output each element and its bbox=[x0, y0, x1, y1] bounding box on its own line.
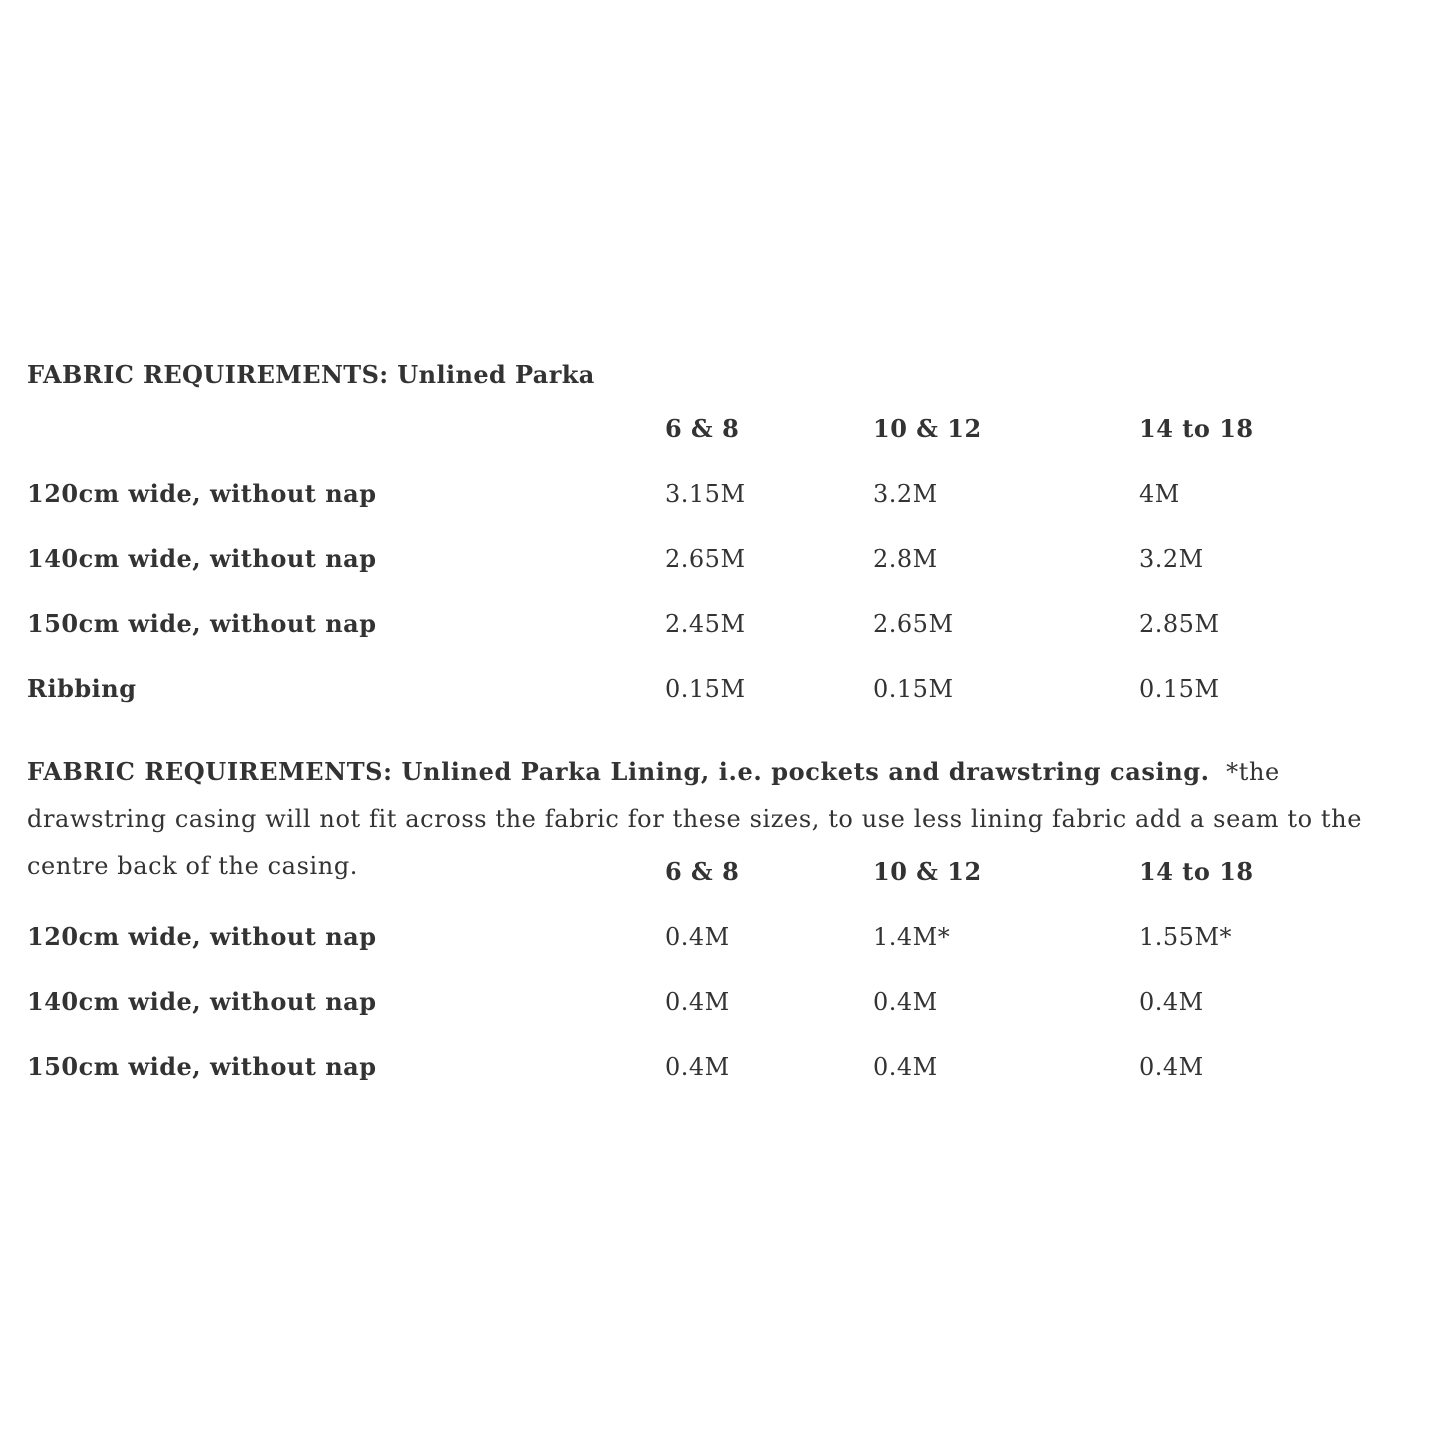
size-column-header: 6 & 8 bbox=[665, 414, 740, 443]
size-column-header: 10 & 12 bbox=[873, 414, 982, 443]
cell-value: 2.45M bbox=[665, 610, 746, 638]
row-label: 140cm wide, without nap bbox=[27, 544, 377, 573]
cell-value: 2.65M bbox=[665, 545, 746, 573]
cell-value: 0.4M bbox=[1139, 1053, 1204, 1081]
section-1-header-row bbox=[0, 412, 1445, 446]
table-row bbox=[0, 1050, 1445, 1084]
row-label: 120cm wide, without nap bbox=[27, 922, 377, 951]
table-row bbox=[0, 672, 1445, 706]
cell-value: 0.4M bbox=[1139, 988, 1204, 1016]
size-column-header: 10 & 12 bbox=[873, 857, 982, 886]
section-2-title-bold: FABRIC REQUIREMENTS: Unlined Parka Lining, i.e. pockets and drawstring casing. bbox=[27, 757, 1210, 786]
cell-value: 0.4M bbox=[873, 988, 938, 1016]
cell-value: 2.85M bbox=[1139, 610, 1220, 638]
size-column-header: 14 to 18 bbox=[1139, 414, 1254, 443]
row-label: Ribbing bbox=[27, 674, 137, 703]
section-1-title: FABRIC REQUIREMENTS: Unlined Parka bbox=[27, 360, 595, 389]
cell-value: 1.55M* bbox=[1139, 923, 1233, 951]
cell-value: 3.2M bbox=[873, 480, 938, 508]
cell-value: 0.15M bbox=[873, 675, 954, 703]
cell-value: 3.15M bbox=[665, 480, 746, 508]
table-row bbox=[0, 920, 1445, 954]
section-2-header-row bbox=[0, 855, 1445, 889]
cell-value: 0.4M bbox=[873, 1053, 938, 1081]
table-row bbox=[0, 985, 1445, 1019]
cell-value: 0.15M bbox=[1139, 675, 1220, 703]
row-label: 140cm wide, without nap bbox=[27, 987, 377, 1016]
size-column-header: 6 & 8 bbox=[665, 857, 740, 886]
row-label: 120cm wide, without nap bbox=[27, 479, 377, 508]
table-row bbox=[0, 542, 1445, 576]
cell-value: 2.65M bbox=[873, 610, 954, 638]
cell-value: 0.4M bbox=[665, 923, 730, 951]
size-column-header: 14 to 18 bbox=[1139, 857, 1254, 886]
row-label: 150cm wide, without nap bbox=[27, 609, 377, 638]
table-row bbox=[0, 607, 1445, 641]
section-2-note: *the drawstring casing will not fit across the fabric for these sizes, to use less lining fabric add a seam to the centre back of the casing. bbox=[27, 758, 1363, 880]
cell-value: 1.4M* bbox=[873, 923, 951, 951]
row-label: 150cm wide, without nap bbox=[27, 1052, 377, 1081]
cell-value: 0.4M bbox=[665, 1053, 730, 1081]
cell-value: 4M bbox=[1139, 480, 1180, 508]
cell-value: 2.8M bbox=[873, 545, 938, 573]
table-row bbox=[0, 477, 1445, 511]
cell-value: 3.2M bbox=[1139, 545, 1204, 573]
cell-value: 0.15M bbox=[665, 675, 746, 703]
cell-value: 0.4M bbox=[665, 988, 730, 1016]
